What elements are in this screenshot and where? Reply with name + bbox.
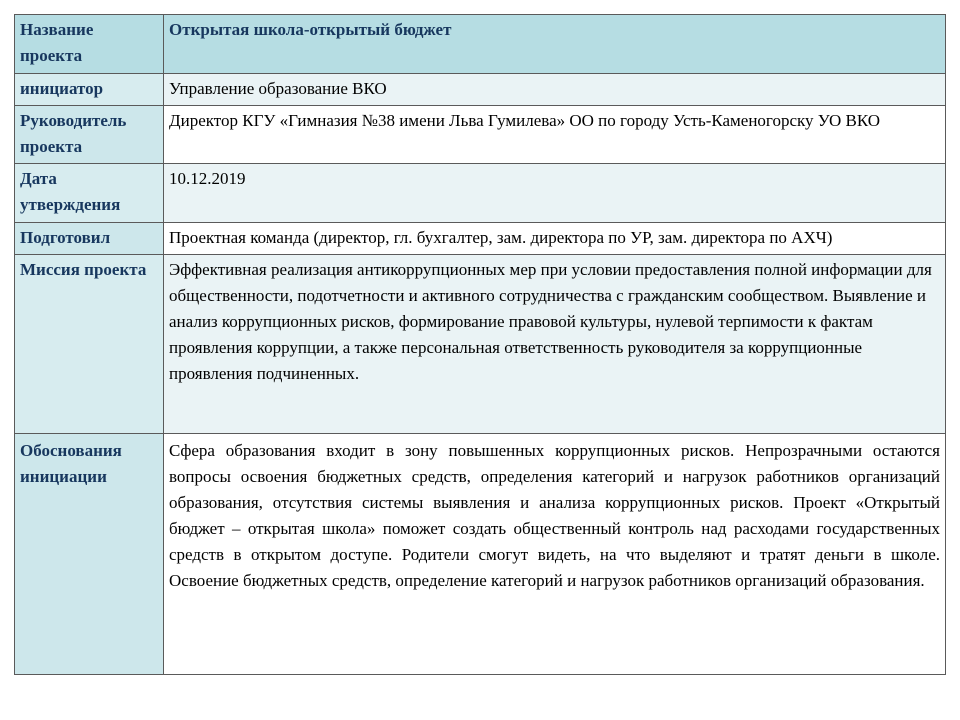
row-value-prepared-by: Проектная команда (директор, гл. бухгалтер, зам. директора по УР, зам. директора по АХЧ): [164, 223, 946, 255]
row-value-initiator: Управление образование ВКО: [164, 74, 946, 106]
table-row: [15, 164, 946, 223]
row-value-project-lead: Директор КГУ «Гимназия №38 имени Льва Гумилева» ОО по городу Усть-Каменогорску УО ВКО: [164, 106, 946, 164]
row-value-project-name: Открытая школа-открытый бюджет: [164, 15, 946, 74]
table-row: [15, 434, 946, 675]
row-value-approval-date: 10.12.2019: [164, 164, 946, 223]
row-label-approval-date: Дата утверждения: [15, 164, 164, 223]
project-passport-table: [14, 14, 946, 675]
table-row: [15, 74, 946, 106]
table-row: [15, 255, 946, 434]
row-label-project-lead: Руководитель проекта: [15, 106, 164, 164]
row-label-initiation-grounds: Обоснования инициации: [15, 434, 164, 675]
table-row: [15, 106, 946, 164]
row-label-mission: Миссия проекта: [15, 255, 164, 434]
row-label-project-name: Название проекта: [15, 15, 164, 74]
row-label-prepared-by: Подготовил: [15, 223, 164, 255]
table-row: [15, 223, 946, 255]
table-row: [15, 15, 946, 74]
row-value-initiation-grounds: Сфера образования входит в зону повышенных коррупционных рисков. Непрозрачными остаются вопросы освоения бюджетных средств, определения категорий и нагрузок работников организаций образования, отсутствия системы выявления и анализа коррупционных рисков. Проект «Открытый бюджет – открытая школа» поможет создать общественный контроль над расходами государственных средств в открытом доступе. Родители смогут видеть, на что выделяют и тратят деньги в школе. Освоение бюджетных средств, определение категорий и нагрузок работников организаций образования.: [164, 434, 946, 675]
row-value-mission: Эффективная реализация антикоррупционных мер при условии предоставления полной информации для общественности, подотчетности и активного сотрудничества с гражданским сообществом. Выявление и анализ коррупционных рисков, формирование правовой культуры, нулевой терпимости к фактам проявления коррупции, а также персональная ответственность руководителя за коррупционные проявления подчиненных.: [164, 255, 946, 434]
row-label-initiator: инициатор: [15, 74, 164, 106]
